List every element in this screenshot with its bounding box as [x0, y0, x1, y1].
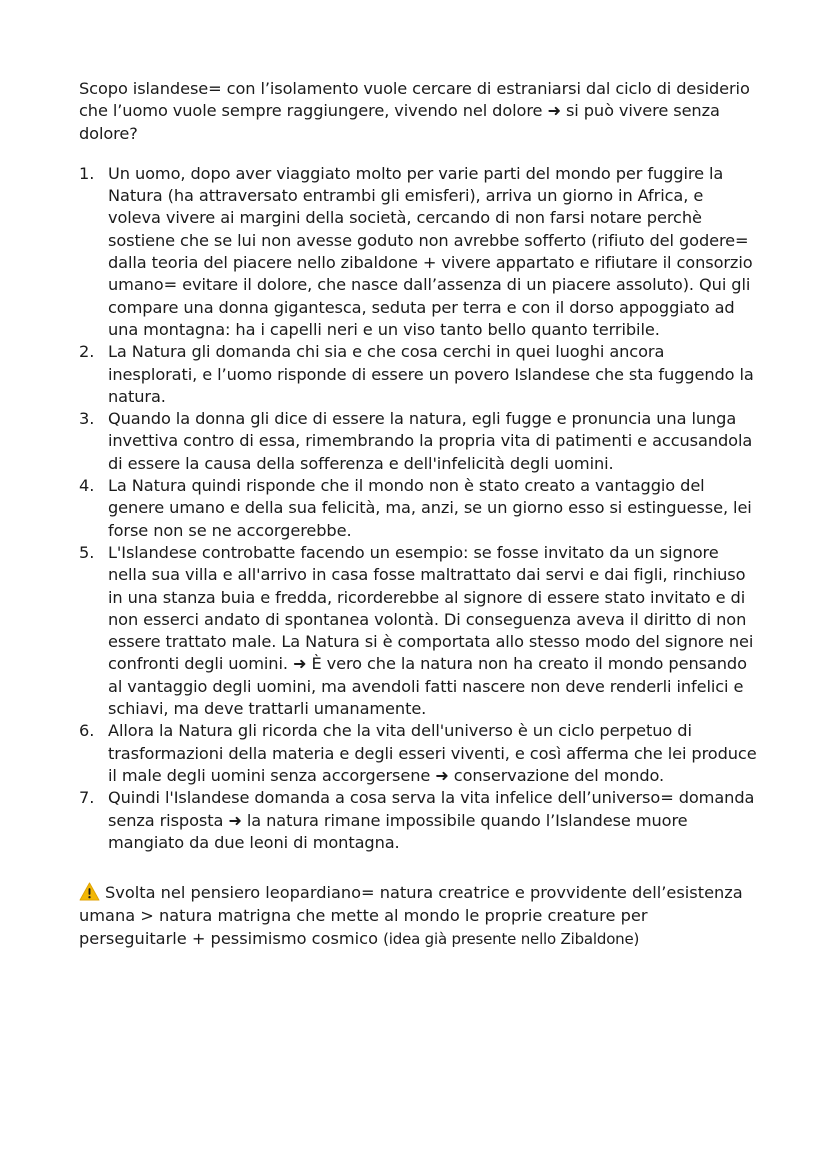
list-text: La Natura gli domanda chi sia e che cosa cerchi in quei luoghi ancora inesplorati, e l’uomo risponde di essere un povero Islandese che sta fuggendo la natura.: [108, 342, 754, 406]
list-text: L'Islandese controbatte facendo un esempio: se fosse invitato da un signore nella sua villa e all'arrivo in casa fosse maltrattato dai servi e dai figli, rinchiuso in una stanza buia e fredda, ricorderebbe al signore di essere stato invitato e di non esserci andato di spontanea volontà. Di conseguenza aveva il diritto di non essere trattato male. La Natura si è comportata allo stesso modo del signore nei confronti degli uomini. ➜ È vero che la natura non ha creato il mondo pensando al vantaggio degli uomini, ma avendoli fatti nascere non deve renderli infelici e schiavi, ma deve trattarli umanamente.: [108, 542, 754, 719]
list-item: [79, 163, 758, 341]
list-item: [79, 787, 758, 854]
list-number: 5.: [79, 542, 95, 562]
list-text: Un uomo, dopo aver viaggiato molto per varie parti del mondo per fuggire la Natura (ha attraversato entrambi gli emisferi), arriva un giorno in Africa, e voleva vivere ai margini della società, cercando di non farsi notare perchè sostiene che se lui non avesse goduto non avrebbe sofferto (rifiuto del godere= dalla teoria del piacere nello zibaldone + vivere appartato e rifiutare il consorzio umano= evitare il dolore, che nasce dall’assenza di un piacere assoluto). Qui gli compare una donna gigantesca, seduta per terra e con il dorso appoggiato ad una montagna: ha i capelli neri e un viso tanto bello quanto terribile.: [108, 163, 753, 339]
list-item: [79, 475, 758, 542]
list-text: Quando la donna gli dice di essere la natura, egli fugge e pronuncia una lunga invettiva contro di essa, rimembrando la propria vita di patimenti e accusandola di essere la causa della sofferenza e dell'infelicità degli uomini.: [108, 409, 753, 473]
closing-paragraph: [79, 881, 758, 951]
warning-icon: [79, 882, 100, 901]
list-text: La Natura quindi risponde che il mondo non è stato creato a vantaggio del genere umano e della sua felicità, ma, anzi, se un giorno esso si estinguesse, lei forse non se ne accorgerebbe.: [108, 476, 752, 540]
closing-text: Svolta nel pensiero leopardiano= natura creatrice e provvidente dell’esistenza umana > natura matrigna che mette al mondo le proprie creature per perseguitarle + pessimismo cosmico: [79, 883, 743, 949]
list-item: [79, 341, 758, 408]
steps-list: [79, 163, 758, 854]
list-number: 1.: [79, 163, 95, 183]
list-number: 6.: [79, 721, 95, 741]
list-item: [79, 408, 758, 475]
closing-note: (idea già presente nello Zibaldone): [383, 930, 640, 949]
list-number: 7.: [79, 788, 95, 808]
list-text: Allora la Natura gli ricorda che la vita dell'universo è un ciclo perpetuo di trasformazioni della materia e degli esseri viventi, e così afferma che lei produce il male degli uomini senza accorgersene ➜ conservazione del mondo.: [108, 721, 757, 785]
list-item: [79, 720, 758, 787]
intro-paragraph: Scopo islandese= con l’isolamento vuole cercare di estraniarsi dal ciclo di desiderio che l’uomo vuole sempre raggiungere, vivendo nel dolore ➜ si può vivere senza dolore?: [79, 79, 750, 143]
list-number: 2.: [79, 342, 95, 362]
list-number: 4.: [79, 476, 95, 496]
list-text: Quindi l'Islandese domanda a cosa serva la vita infelice dell’universo= domanda senza risposta ➜ la natura rimane impossibile quando l’Islandese muore mangiato da due leoni di montagna.: [108, 788, 755, 852]
list-number: 3.: [79, 409, 95, 429]
list-item: [79, 542, 758, 720]
